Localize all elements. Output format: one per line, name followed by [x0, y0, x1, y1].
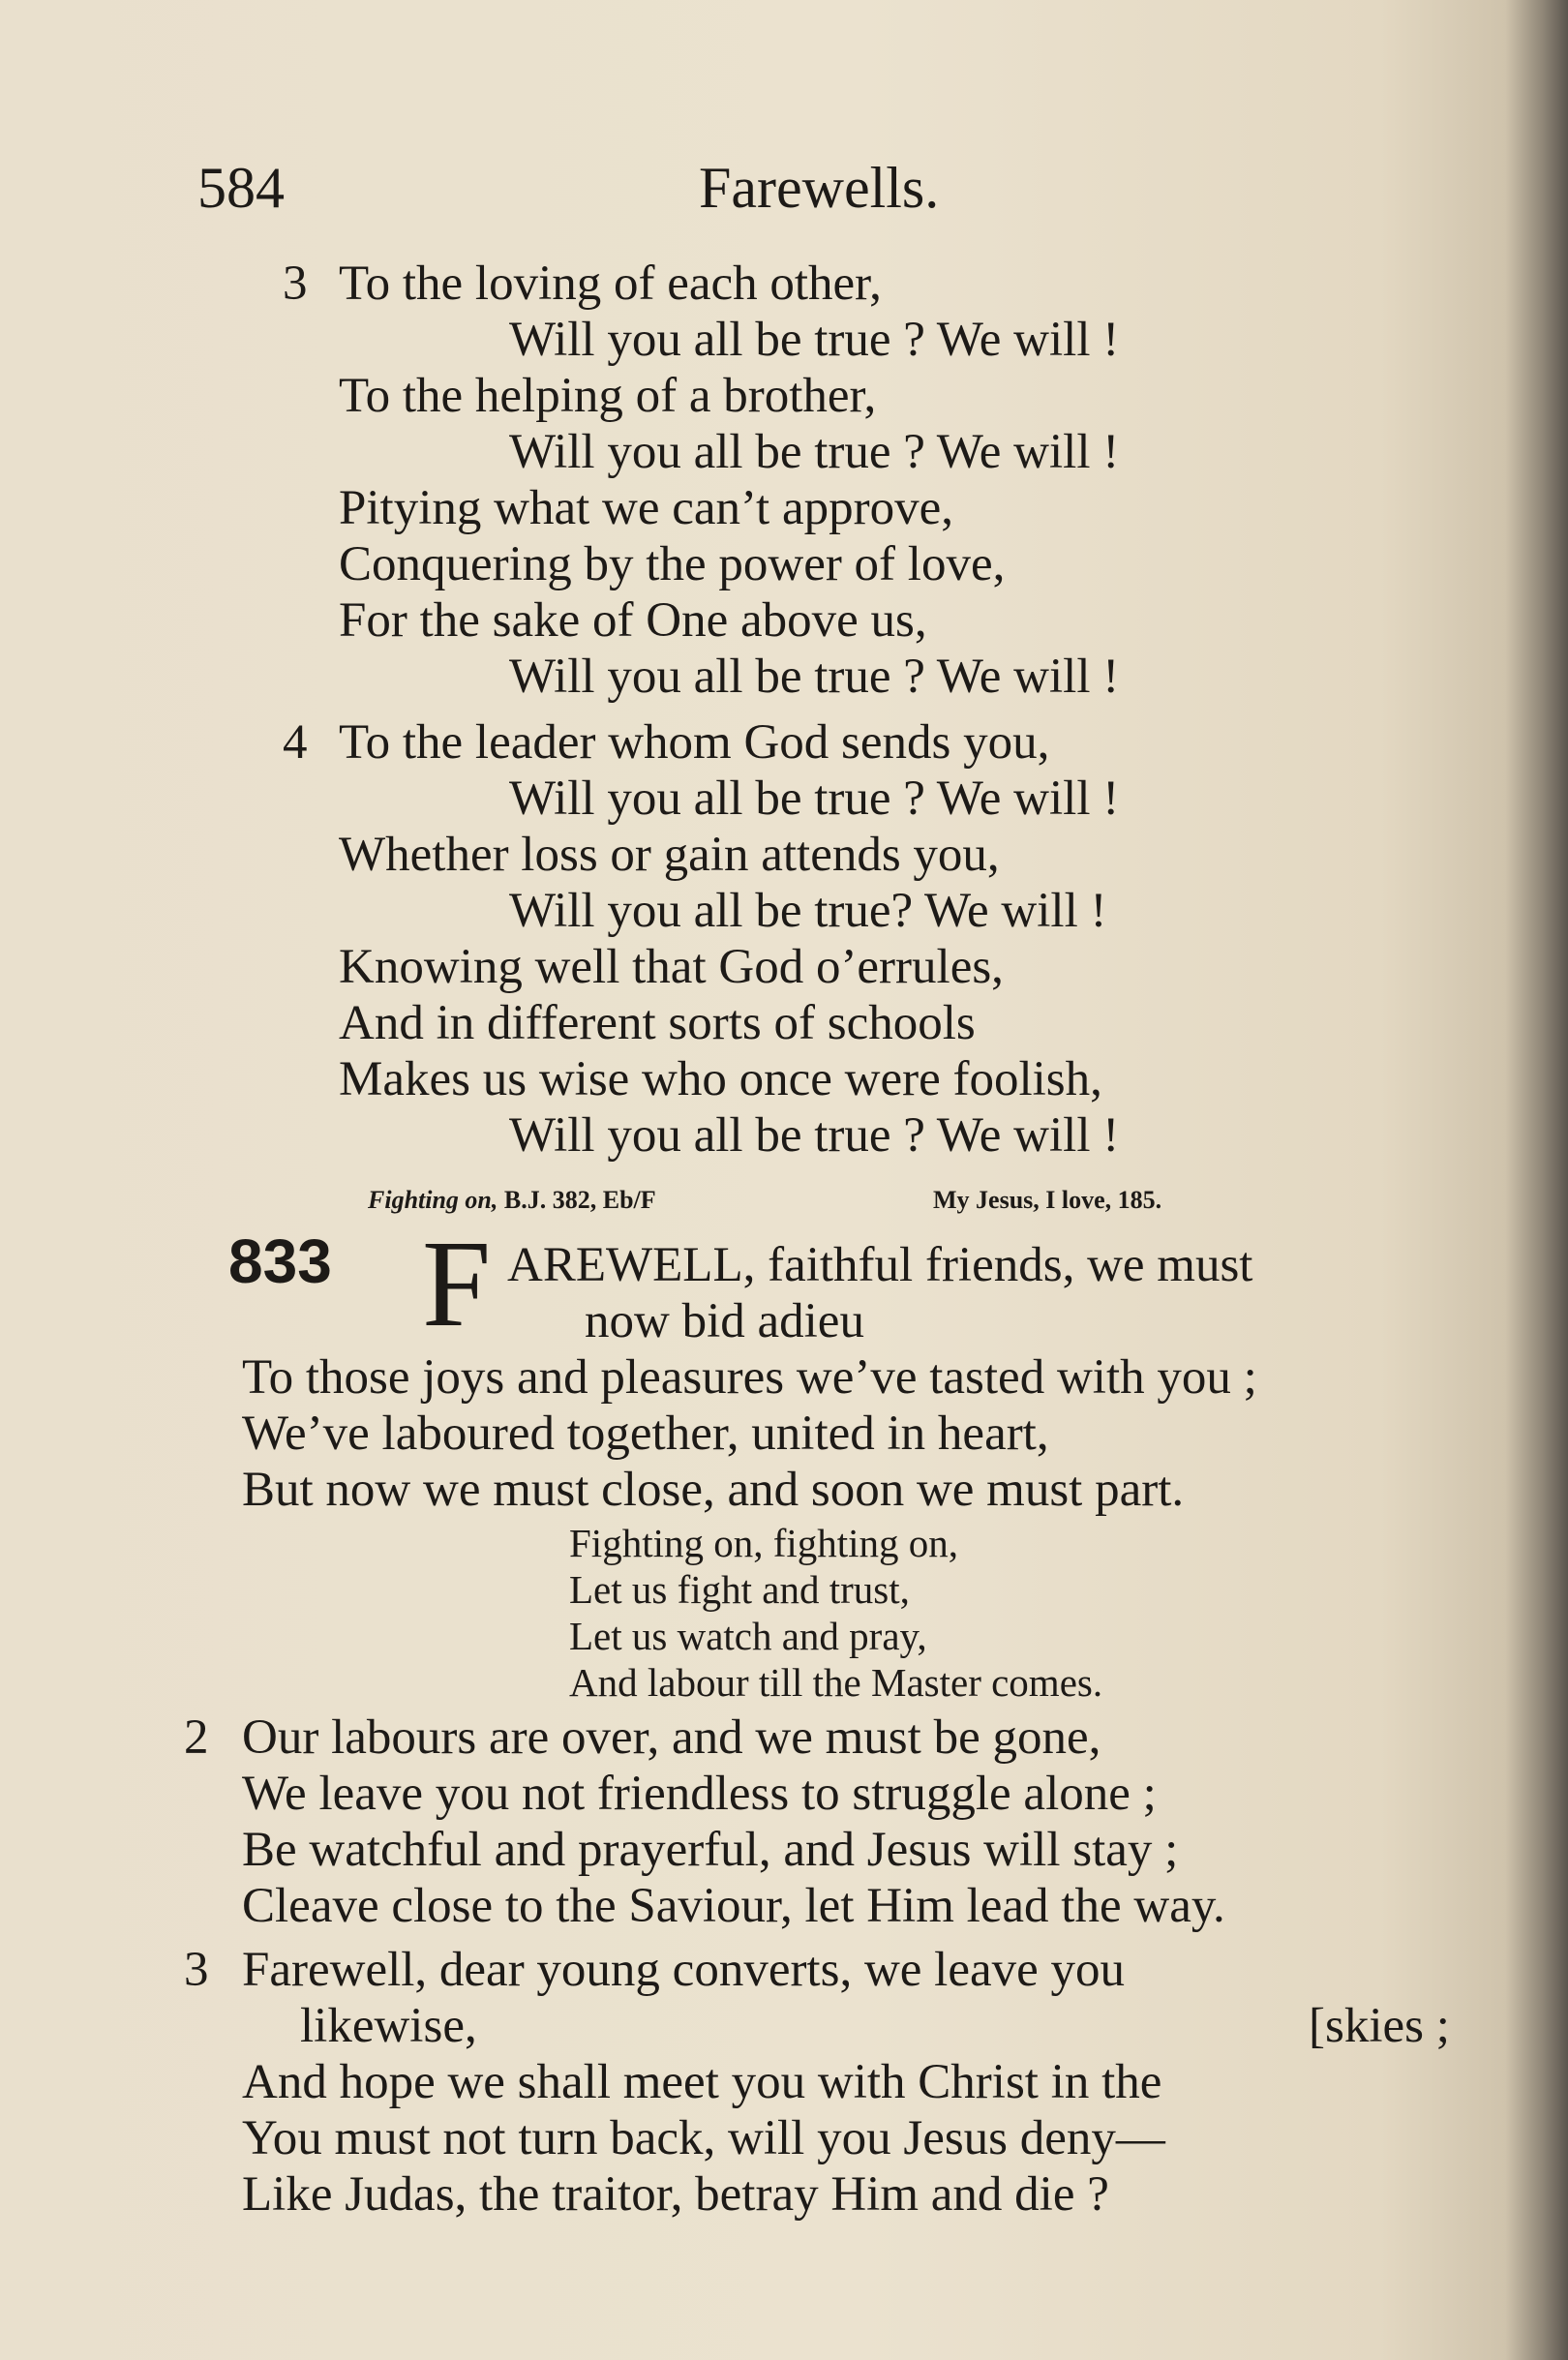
chorus-line: Let us fight and trust, [569, 1567, 910, 1612]
verse-line: We leave you not friendless to struggle alone ; [242, 1767, 1157, 1821]
verse-line: To the helping of a brother, [339, 369, 877, 423]
verse-line: Will you all be true ? We will ! [509, 772, 1120, 826]
verse-line: You must not turn back, will you Jesus deny— [242, 2111, 1165, 2165]
tune-reference-right: My Jesus, I love, 185. [933, 1186, 1162, 1214]
verse-line: And in different sorts of schools [339, 996, 976, 1050]
running-header [197, 155, 1456, 232]
verse-line: But now we must close, and soon we must part. [242, 1463, 1185, 1517]
verse-line: AREWELL, faithful friends, we must [507, 1238, 1253, 1292]
verse-line: To those joys and pleasures we’ve tasted with you ; [242, 1350, 1257, 1405]
verse-number: 4 [283, 715, 308, 770]
tune-book-ref: B.J. 382, Eb/F [503, 1186, 656, 1214]
verse-line: Will you all be true ? We will ! [509, 313, 1120, 367]
verse-line: Pitying what we can’t approve, [339, 481, 953, 535]
verse-line: now bid adieu [585, 1294, 864, 1348]
verse-line: Cleave close to the Saviour, let Him lead the way. [242, 1879, 1225, 1933]
verse-line: Conquering by the power of love, [339, 537, 1006, 591]
tune-reference-left [368, 1186, 656, 1215]
verse-line: Knowing well that God o’errules, [339, 940, 1004, 994]
verse-number: 3 [283, 257, 308, 311]
verse-line: [skies ; [1309, 1999, 1450, 2053]
verse-line: We’ve laboured together, united in heart, [242, 1407, 1049, 1461]
verse-line: Farewell, dear young converts, we leave you [242, 1943, 1125, 1997]
verse-line: Makes us wise who once were foolish, [339, 1052, 1102, 1106]
verse-line: Whether loss or gain attends you, [339, 828, 1000, 882]
verse-line: Will you all be true ? We will ! [509, 650, 1120, 704]
verse-line: Our labours are over, and we must be gone, [242, 1710, 1101, 1765]
verse-line: To the leader whom God sends you, [339, 715, 1050, 770]
drop-cap: F [422, 1215, 492, 1352]
verse-number: 2 [184, 1710, 209, 1765]
verse-line: And hope we shall meet you with Christ in the [242, 2055, 1162, 2109]
verse-line: Will you all be true ? We will ! [509, 425, 1120, 479]
verse-line: Be watchful and prayerful, and Jesus will stay ; [242, 1823, 1179, 1877]
chorus-line: Fighting on, fighting on, [569, 1521, 959, 1565]
verse-line: likewise, [300, 1999, 477, 2053]
tune-name: Fighting on, [368, 1186, 498, 1214]
chorus-line: And labour till the Master comes. [569, 1660, 1103, 1705]
hymn-number: 833 [228, 1226, 332, 1296]
verse-line: Like Judas, the traitor, betray Him and die ? [242, 2167, 1109, 2222]
verse-line: Will you all be true? We will ! [509, 884, 1107, 938]
verse-line: For the sake of One above us, [339, 593, 927, 648]
page-title: Farewells. [699, 156, 940, 220]
page-number: 584 [197, 156, 285, 220]
chorus-line: Let us watch and pray, [569, 1614, 927, 1658]
verse-number: 3 [184, 1943, 209, 1997]
verse-line: Will you all be true ? We will ! [509, 1108, 1120, 1163]
verse-line: To the loving of each other, [339, 257, 882, 311]
